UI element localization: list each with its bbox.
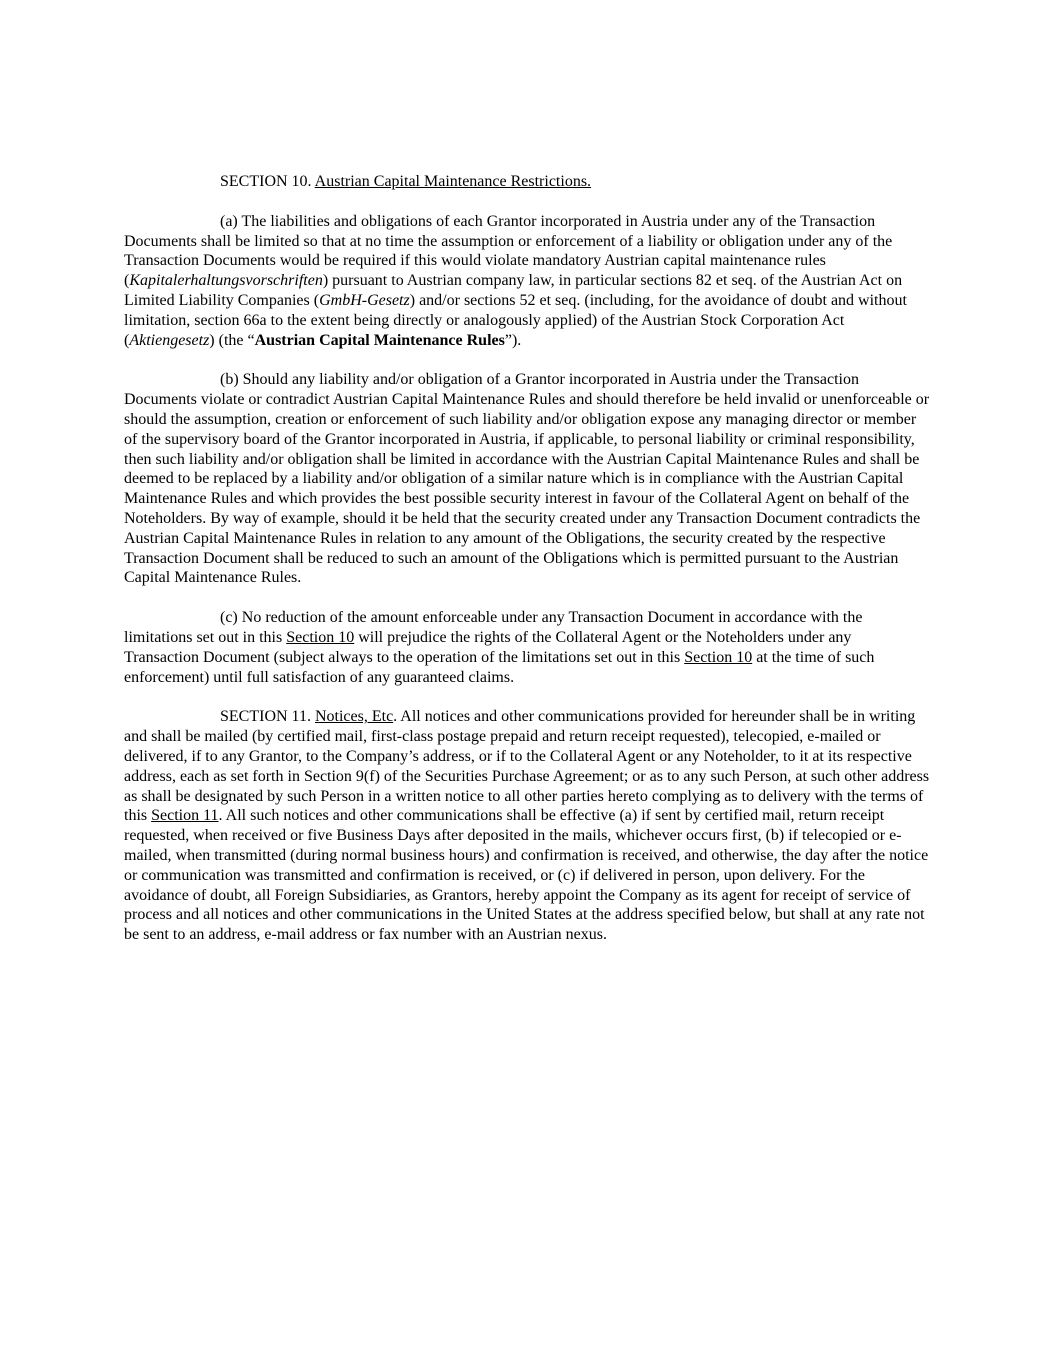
document-page xyxy=(124,172,930,945)
text-run: (c) No reduction of the amount enforceable under any Transaction Document in accordance with the limitations set out in this xyxy=(124,609,863,646)
section-10-title: Austrian Capital Maintenance Restrictions. xyxy=(314,173,592,190)
text-run: ) (the “ xyxy=(209,331,255,349)
section-reference: Section 10 xyxy=(286,628,355,646)
section-11-number: SECTION 11. xyxy=(220,708,315,726)
section-10-heading xyxy=(124,172,930,192)
text-run: at the time of such enforcement) until full satisfaction of any guaranteed claims. xyxy=(124,648,875,686)
section-10-paragraph-a xyxy=(124,212,930,351)
text-run: . All such notices and other communications shall be effective (a) if sent by certified mail, return receipt requested, when received or five Business Days after deposited in the mails, whichever occurs first, (b) if telecopied or e-mailed, when transmitted (during normal business hours) and confirmation is received, and otherwise, the day after the notice or communication was transmitted and confirmation is received, or (c) if delivered in person, upon delivery. For the avoidance of doubt, all Foreign Subsidiaries, as Grantors, hereby appoint the Company as its agent for receipt of service of process and all notices and other communications in the United States at the address specified below, but shall at any rate not be sent to an address, e-mail address or fax number with an Austrian nexus. xyxy=(124,807,929,944)
text-run: ”). xyxy=(504,331,522,349)
section-11-title: Notices, Etc xyxy=(314,708,394,726)
italic-term: Kapitalerhaltungsvorschriften xyxy=(129,272,323,290)
italic-term: Aktiengesetz xyxy=(129,331,210,349)
italic-term: GmbH-Gesetz xyxy=(319,291,410,309)
text-run: will prejudice the rights of the Collateral Agent or the Noteholders under any Transaction Document (subject always to the operation of the limitations set out in this xyxy=(124,628,852,666)
section-10-paragraph-b: (b) Should any liability and/or obligation of a Grantor incorporated in Austria under the Transaction Documents violate or contradict Austrian Capital Maintenance Rules and should therefore be held invalid or unenforceable or should the assumption, creation or enforcement of such liability and/or obligation expose any managing director or member of the supervisory board of the Grantor incorporated in Austria, if applicable, to personal liability or criminal responsibility, then such liability and/or obligation shall be limited in accordance with the Austrian Capital Maintenance Rules and shall be deemed to be replaced by a liability and/or obligation of a similar nature which is in compliance with the Austrian Capital Maintenance Rules and which provides the best possible security interest in favour of the Collateral Agent on behalf of the Noteholders. By way of example, should it be held that the security created under any Transaction Document contradicts the Austrian Capital Maintenance Rules in relation to any amount of the Obligations, the security created by the respective Transaction Document shall be reduced to such an amount of the Obligations which is permitted pursuant to the Austrian Capital Maintenance Rules. xyxy=(124,371,930,587)
text-run: ) and/or sections 52 et seq. (including, for the avoidance of doubt and without limitation, section 66a to the extent being directly or analogously applied) of the Austrian Stock Corporation Act ( xyxy=(124,291,907,349)
section-10-paragraph-c xyxy=(124,608,930,687)
section-11-paragraph xyxy=(124,707,930,945)
defined-term: Austrian Capital Maintenance Rules xyxy=(254,331,505,349)
text-run: (a) The liabilities and obligations of each Grantor incorporated in Austria under any of the Transaction Documents shall be limited so that at no time the assumption or enforcement of a liability or obligation under any of the Transaction Documents would be required if this would violate mandatory Austrian capital maintenance rules ( xyxy=(124,212,893,290)
text-run: ) pursuant to Austrian company law, in particular sections 82 et seq. of the Austrian Act on Limited Liability Companies ( xyxy=(124,272,903,309)
section-reference: Section 11 xyxy=(151,807,219,825)
text-run: . All notices and other communications provided for hereunder shall be in writing and shall be mailed (by certified mail, first-class postage prepaid and return receipt requested), telecopied, e-mailed or delivered, if to any Grantor, to the Company’s address, or if to the Collateral Agent or any Noteholder, to it at its respective address, each as set forth in Section 9(f) of the Securities Purchase Agreement; or as to any such Person, at such other address as shall be designated by such Person in a written notice to all other parties hereto complying as to delivery with the terms of this xyxy=(124,708,930,825)
section-reference: Section 10 xyxy=(684,648,753,666)
section-10-number: SECTION 10. xyxy=(220,173,315,190)
